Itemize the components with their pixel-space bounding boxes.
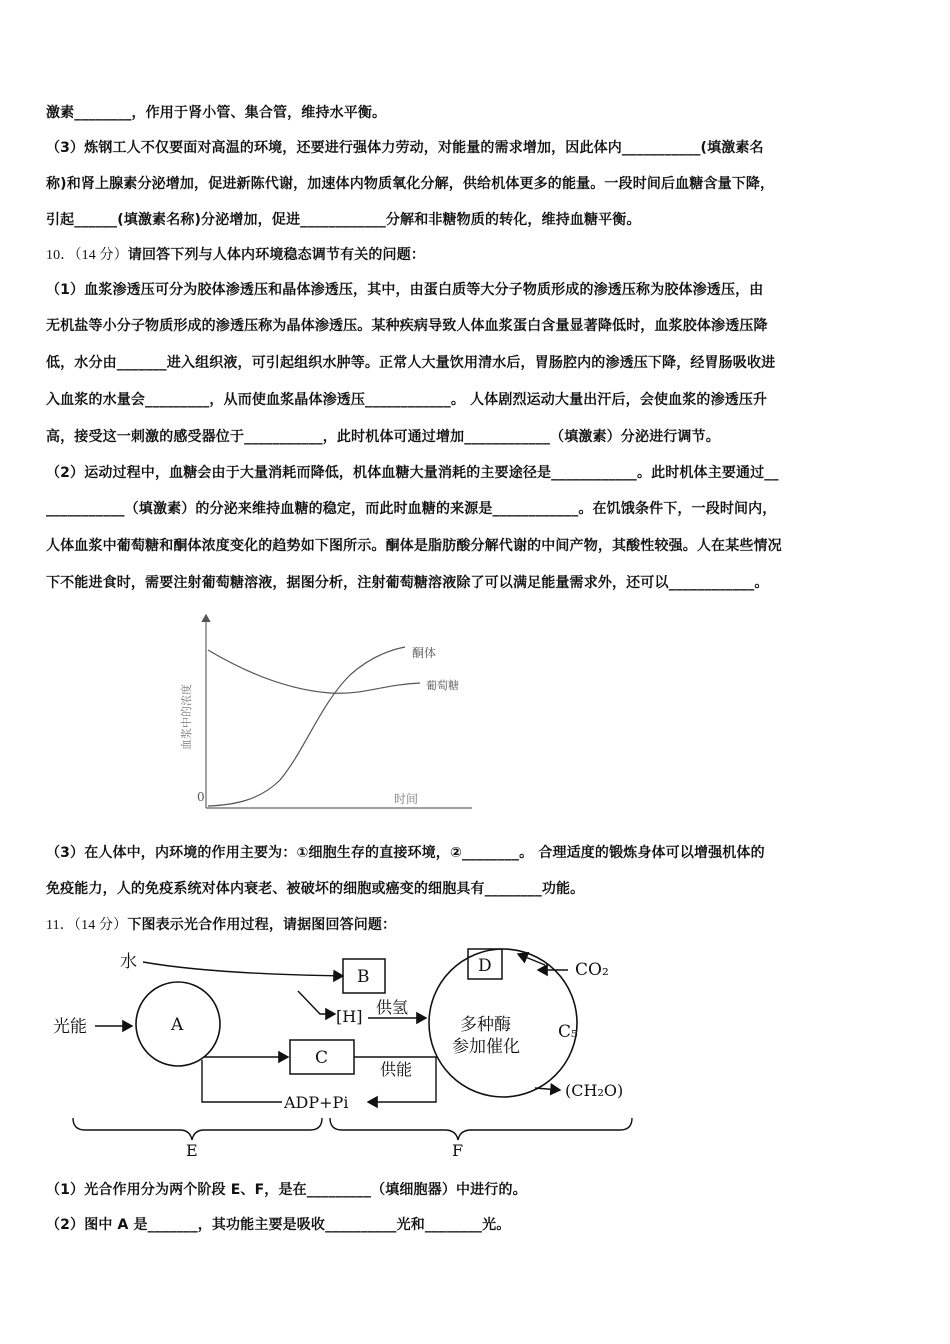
x-axis-label: 时间 xyxy=(394,792,419,806)
hydrogen-supply-label: 供氢 xyxy=(376,998,409,1017)
text-line: 免疫能力，人的免疫系统对体内衰老、被破坏的细胞或癌变的细胞具有________功能。 xyxy=(46,881,585,897)
question-10-header xyxy=(46,246,425,265)
co2-label: CO₂ xyxy=(575,960,609,980)
question-number: 10．（14 分） xyxy=(46,248,128,263)
label-e: E xyxy=(186,1141,198,1160)
text-line: 入血浆的水量会_________，从而使血浆晶体渗透压____________。 人体剧烈运动大量出汗后，会使血浆的渗透压升 xyxy=(46,392,768,408)
ch2o-label: (CH₂O) xyxy=(565,1081,624,1100)
enzymes-line1: 多种酶 xyxy=(460,1015,511,1035)
photosynthesis-diagram xyxy=(40,940,660,1165)
text-line: 无机盐等小分子物质形成的渗透压称为晶体渗透压。某种疾病导致人体血浆蛋白含量显著降低时，血浆胶体渗透压降 xyxy=(46,318,768,334)
label-b: B xyxy=(357,967,370,987)
concentration-graph xyxy=(180,605,480,820)
label-a: A xyxy=(171,1015,184,1035)
text-line: （2）图中 A 是_______，其功能主要是吸收__________光和________光。 xyxy=(46,1217,511,1233)
text-line: （3）在人体中，内环境的作用主要为：①细胞生存的直接环境，②________。 合理适度的锻炼身体可以增强机体的 xyxy=(46,845,765,861)
water-label: 水 xyxy=(120,952,137,972)
origin-label: 0 xyxy=(197,790,205,804)
water-arrow xyxy=(143,962,343,976)
text-line: 人体血浆中葡萄糖和酮体浓度变化的趋势如下图所示。酮体是脂肪酸分解代谢的中间产物，其酸性较强。人在某些情况 xyxy=(46,538,782,554)
text-line: 低，水分由_______进入组织液，可引起组织水肿等。正常人大量饮用清水后，胃肠腔内的渗透压下降，经胃肠吸收进 xyxy=(46,355,776,371)
text-line: （3）炼钢工人不仅要面对高温的环境，还要进行强体力劳动，对能量的需求增加，因此体内___________(填激素名 xyxy=(46,140,764,156)
text-line: 下不能进食时，需要注射葡萄糖溶液，据图分析，注射葡萄糖溶液除了可以满足能量需求外，还可以____________。 xyxy=(46,575,769,591)
light-label: 光能 xyxy=(53,1017,87,1037)
brace-f xyxy=(330,1118,632,1140)
label-f: F xyxy=(452,1141,464,1160)
c5-label: C₅ xyxy=(558,1022,578,1042)
label-d: D xyxy=(478,956,492,976)
label-h: [H] xyxy=(336,1007,363,1026)
adp-label: ADP+Pi xyxy=(284,1093,349,1112)
question-11-header xyxy=(46,916,396,935)
legend-ketone: 酮体 xyxy=(412,646,437,660)
label-c: C xyxy=(315,1048,329,1068)
question-prompt: 请回答下列与人体内环境稳态调节有关的问题： xyxy=(127,247,426,263)
hydrogen-path xyxy=(298,991,335,1014)
text-line: 称)和肾上腺素分泌增加，促进新陈代谢，加速体内物质氧化分解，供给机体更多的能量。一段时间后血糖含量下降， xyxy=(46,176,775,192)
text-line: 激素________，作用于肾小管、集合管，维持水平衡。 xyxy=(46,105,387,121)
enzymes-line2: 参加催化 xyxy=(452,1037,520,1057)
question-prompt: 下图表示光合作用过程，请据图回答问题： xyxy=(127,917,397,933)
glucose-curve xyxy=(208,650,420,693)
energy-supply-label: 供能 xyxy=(380,1060,413,1079)
ketone-curve xyxy=(208,647,405,806)
y-axis-label: 血浆中的浓度 xyxy=(180,684,193,750)
brace-e xyxy=(73,1118,322,1140)
question-number: 11．（14 分） xyxy=(46,918,128,933)
text-line: ___________（填激素）的分泌来维持血糖的稳定，而此时血糖的来源是____________。在饥饿条件下，一段时间内， xyxy=(46,501,777,517)
text-line: 引起______(填激素名称)分泌增加，促进____________分解和非糖物质的转化，维持血糖平衡。 xyxy=(46,212,641,228)
legend-glucose: 葡萄糖 xyxy=(426,679,459,692)
text-line: （1）光合作用分为两个阶段 E、F，是在_________（填细胞器）中进行的。 xyxy=(46,1182,527,1198)
text-line: 高，接受这一刺激的感受器位于___________，此时机体可通过增加____________（填激素）分泌进行调节。 xyxy=(46,429,720,445)
text-line: （1）血浆渗透压可分为胶体渗透压和晶体渗透压，其中，由蛋白质等大分子物质形成的渗透压称为胶体渗透压，由 xyxy=(46,282,764,298)
text-line: （2）运动过程中，血糖会由于大量消耗而降低，机体血糖大量消耗的主要途径是____________。此时机体主要通过__ xyxy=(46,465,779,481)
ch2o-arrow xyxy=(535,1088,560,1090)
adp-loop-path xyxy=(202,1060,282,1102)
